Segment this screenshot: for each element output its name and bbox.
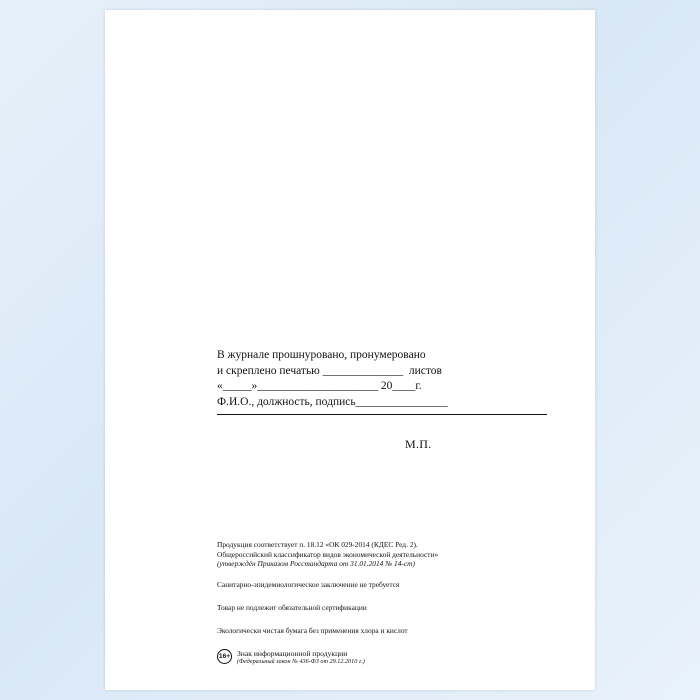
age-rating-badge: 16+ <box>217 649 232 664</box>
document-page <box>105 10 595 690</box>
certification-block <box>217 348 547 415</box>
product-conformity-group <box>217 540 547 569</box>
certification-line-2: и скреплено печатью ______________ листов <box>217 364 442 377</box>
seal-place-label: М.П. <box>405 437 432 451</box>
certification-line-4: Ф.И.О., должность, подпись________________ <box>217 395 448 408</box>
age-rating-label: Знак информационной продукции <box>237 648 348 658</box>
age-rating-text <box>237 649 365 667</box>
paper-note: Экологически чистая бумага без применения хлора и кислот <box>217 625 408 635</box>
product-conformity-line-2: Общероссийский классификатор видов экономической деятельности» <box>217 549 439 559</box>
sanitary-note: Санитарно-эпидемиологическое заключение не требуется <box>217 579 400 589</box>
age-rating-row <box>217 649 547 667</box>
certification-note: Товар не подлежит обязательной сертификации <box>217 602 367 612</box>
product-conformity-line-3: (утверждён Приказом Росстандарта от 31.01.2014 № 14-ст) <box>217 559 415 569</box>
certification-line-1: В журнале прошнуровано, пронумеровано <box>217 349 426 361</box>
signature-rule <box>217 413 547 415</box>
document-content <box>105 10 595 690</box>
product-conformity-line-1: Продукция соответствует п. 18.12 «ОК 029-2014 (КДЕС Ред. 2). <box>217 540 418 549</box>
age-rating-law: (Федеральный закон № 436-ФЗ от 29.12.2010 г.) <box>237 658 365 666</box>
certification-line-3: «_____»_____________________ 20____г. <box>217 380 422 392</box>
legal-block <box>217 540 547 666</box>
